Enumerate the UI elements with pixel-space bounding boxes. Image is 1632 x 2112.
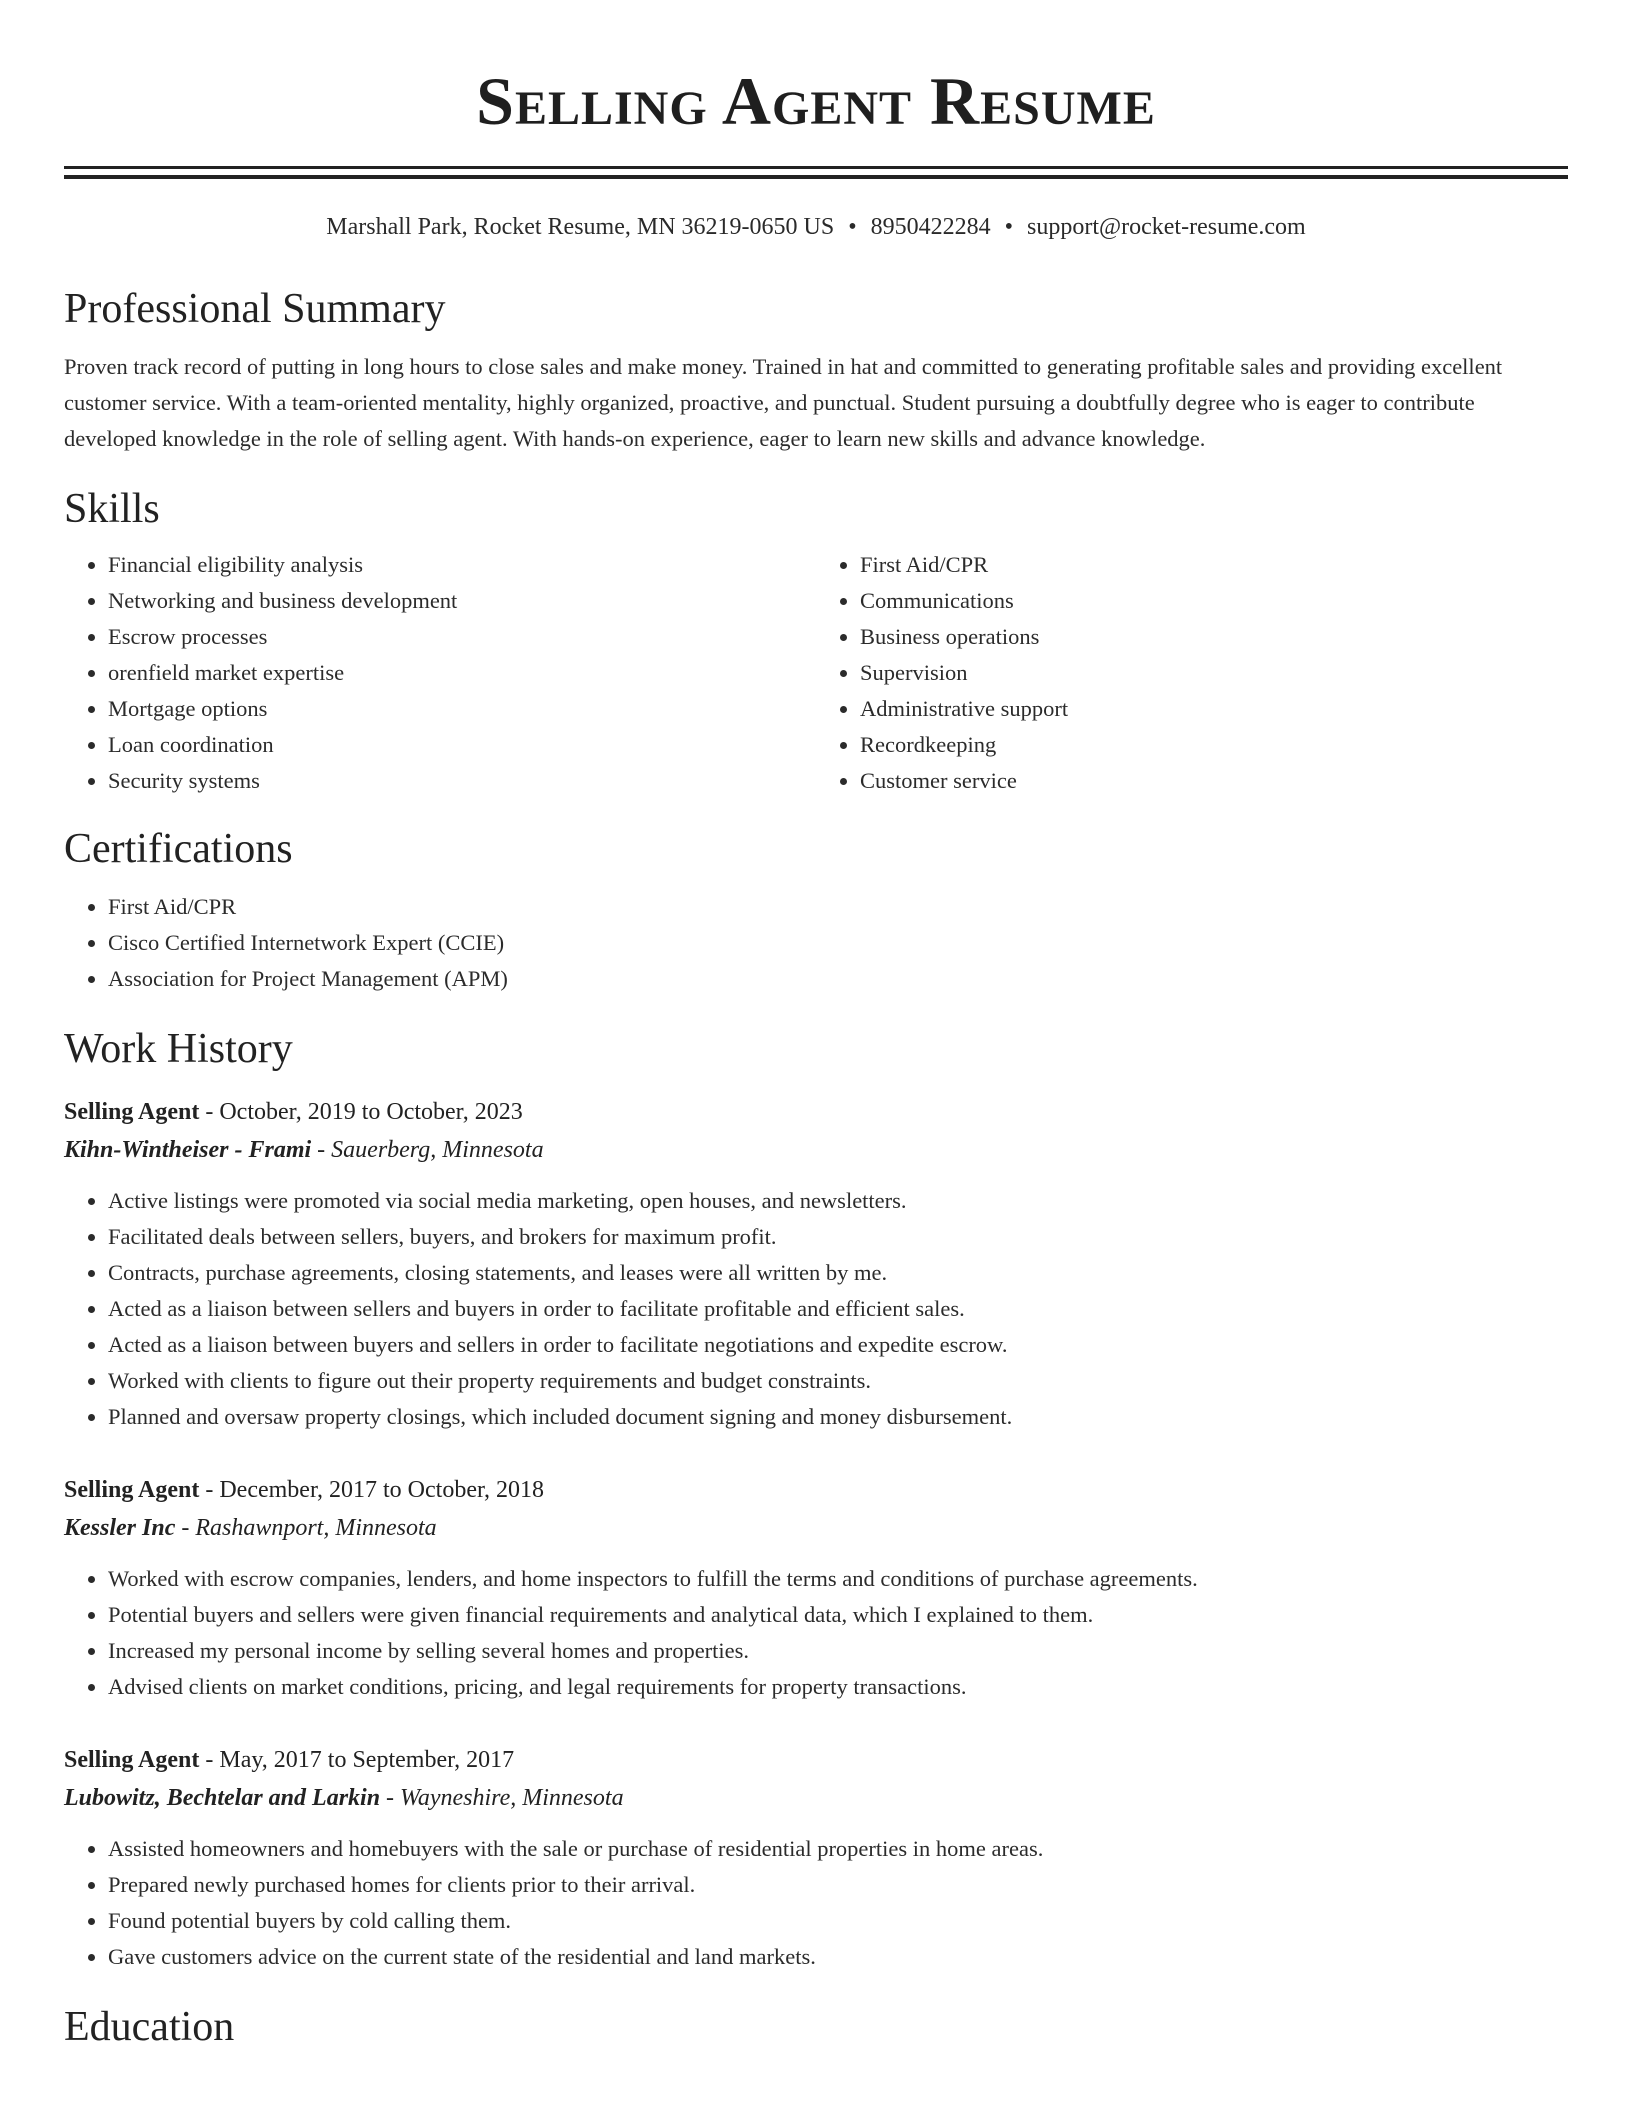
job-bullet: • Worked with escrow companies, lenders, and home inspectors to fulfill the terms and conditions of purchase agreements.	[108, 1561, 1568, 1597]
summary-text: Proven track record of putting in long hours to close sales and make money. Trained in hat and committed to generating profitable sales and providing excellent customer service. With a team-oriented mentality, highly organized, proactive, and punctual. Student pursuing a doubtfully degree who is eager to contribute developed knowledge in the role of selling agent. With hands-on experience, eager to learn new skills and advance knowledge.	[64, 354, 1503, 451]
job-company: Kihn-Wintheiser - Frami	[64, 1137, 312, 1163]
skill-item: • Mortgage options	[108, 691, 816, 727]
skill-item: • Networking and business development	[108, 583, 816, 619]
work-history-heading: Work History	[64, 1026, 293, 1072]
job-dates: - May, 2017 to September, 2017	[199, 1747, 515, 1773]
skill-item: • Security systems	[108, 763, 816, 799]
skills-list-left	[64, 547, 816, 799]
job-location: - Rashawnport, Minnesota	[175, 1515, 437, 1541]
job-company: Lubowitz, Bechtelar and Larkin	[64, 1785, 381, 1811]
job-bullet: • Advised clients on market conditions, pricing, and legal requirements for property transactions.	[108, 1669, 1568, 1705]
education-heading: Education	[64, 2004, 235, 2050]
skills-list-right	[816, 547, 1568, 799]
contact-phone: 8950422284	[870, 214, 991, 240]
summary-heading: Professional Summary	[64, 286, 446, 332]
job-title-line	[64, 1471, 1568, 1509]
job-title: Selling Agent	[64, 1747, 200, 1773]
job-title-line	[64, 1093, 1568, 1131]
job-bullet: • Increased my personal income by selling several homes and properties.	[108, 1633, 1568, 1669]
skill-item: • Administrative support	[860, 691, 1568, 727]
certification-item: • Association for Project Management (APM)	[108, 961, 1568, 997]
job-bullet: • Acted as a liaison between sellers and buyers in order to facilitate profitable and efficient sales.	[108, 1291, 1568, 1327]
job-dates: - October, 2019 to October, 2023	[199, 1099, 523, 1125]
contact-info	[64, 211, 1568, 243]
job-company: Kessler Inc	[64, 1515, 176, 1541]
job-bullet: • Prepared newly purchased homes for clients prior to their arrival.	[108, 1867, 1568, 1903]
job-bullet: • Acted as a liaison between buyers and sellers in order to facilitate negotiations and expedite escrow.	[108, 1327, 1568, 1363]
skill-item: • Supervision	[860, 655, 1568, 691]
job-bullet: • Found potential buyers by cold calling them.	[108, 1903, 1568, 1939]
job-entry	[64, 1471, 1568, 1705]
job-title-line	[64, 1741, 1568, 1779]
job-dates: - December, 2017 to October, 2018	[199, 1477, 544, 1503]
skills-heading: Skills	[64, 486, 160, 532]
certifications-list	[64, 889, 1568, 997]
job-company-line	[64, 1509, 1568, 1547]
contact-email[interactable]: support@rocket-resume.com	[1027, 214, 1306, 240]
title-divider-top	[64, 166, 1568, 169]
job-company-line	[64, 1779, 1568, 1817]
job-bullet: • Gave customers advice on the current state of the residential and land markets.	[108, 1939, 1568, 1975]
job-bullet: • Active listings were promoted via social media marketing, open houses, and newsletters.	[108, 1183, 1568, 1219]
skill-item: • Escrow processes	[108, 619, 816, 655]
job-title: Selling Agent	[64, 1099, 200, 1125]
certification-item: • First Aid/CPR	[108, 889, 1568, 925]
skill-item: • Business operations	[860, 619, 1568, 655]
skill-item: • Communications	[860, 583, 1568, 619]
skill-item: • Customer service	[860, 763, 1568, 799]
skill-item: • Recordkeeping	[860, 727, 1568, 763]
job-location: - Sauerberg, Minnesota	[311, 1137, 544, 1163]
job-bullets	[64, 1561, 1568, 1705]
skill-item: • orenfield market expertise	[108, 655, 816, 691]
job-bullet: • Potential buyers and sellers were given financial requirements and analytical data, which I explained to them.	[108, 1597, 1568, 1633]
title-divider-bottom	[64, 175, 1568, 179]
job-location: - Wayneshire, Minnesota	[380, 1785, 624, 1811]
skill-item: • Financial eligibility analysis	[108, 547, 816, 583]
job-bullet: • Planned and oversaw property closings, which included document signing and money disbursement.	[108, 1399, 1568, 1435]
resume-title: Selling Agent Resume	[476, 63, 1156, 139]
skills-columns	[64, 547, 1568, 799]
job-bullet: • Assisted homeowners and homebuyers with the sale or purchase of residential properties in home areas.	[108, 1831, 1568, 1867]
job-bullet: • Facilitated deals between sellers, buyers, and brokers for maximum profit.	[108, 1219, 1568, 1255]
job-bullet: • Contracts, purchase agreements, closing statements, and leases were all written by me.	[108, 1255, 1568, 1291]
contact-separator: •	[1004, 214, 1014, 240]
contact-address: Marshall Park, Rocket Resume, MN 36219-0650 US	[326, 214, 835, 240]
job-bullets	[64, 1831, 1568, 1975]
job-company-line	[64, 1131, 1568, 1169]
job-entry	[64, 1093, 1568, 1435]
job-bullets	[64, 1183, 1568, 1435]
certifications-heading: Certifications	[64, 826, 293, 872]
contact-separator: •	[848, 214, 857, 240]
job-title: Selling Agent	[64, 1477, 200, 1503]
skill-item: • First Aid/CPR	[860, 547, 1568, 583]
job-bullet: • Worked with clients to figure out their property requirements and budget constraints.	[108, 1363, 1568, 1399]
job-entry	[64, 1741, 1568, 1975]
skill-item: • Loan coordination	[108, 727, 816, 763]
certification-item: • Cisco Certified Internetwork Expert (CCIE)	[108, 925, 1568, 961]
